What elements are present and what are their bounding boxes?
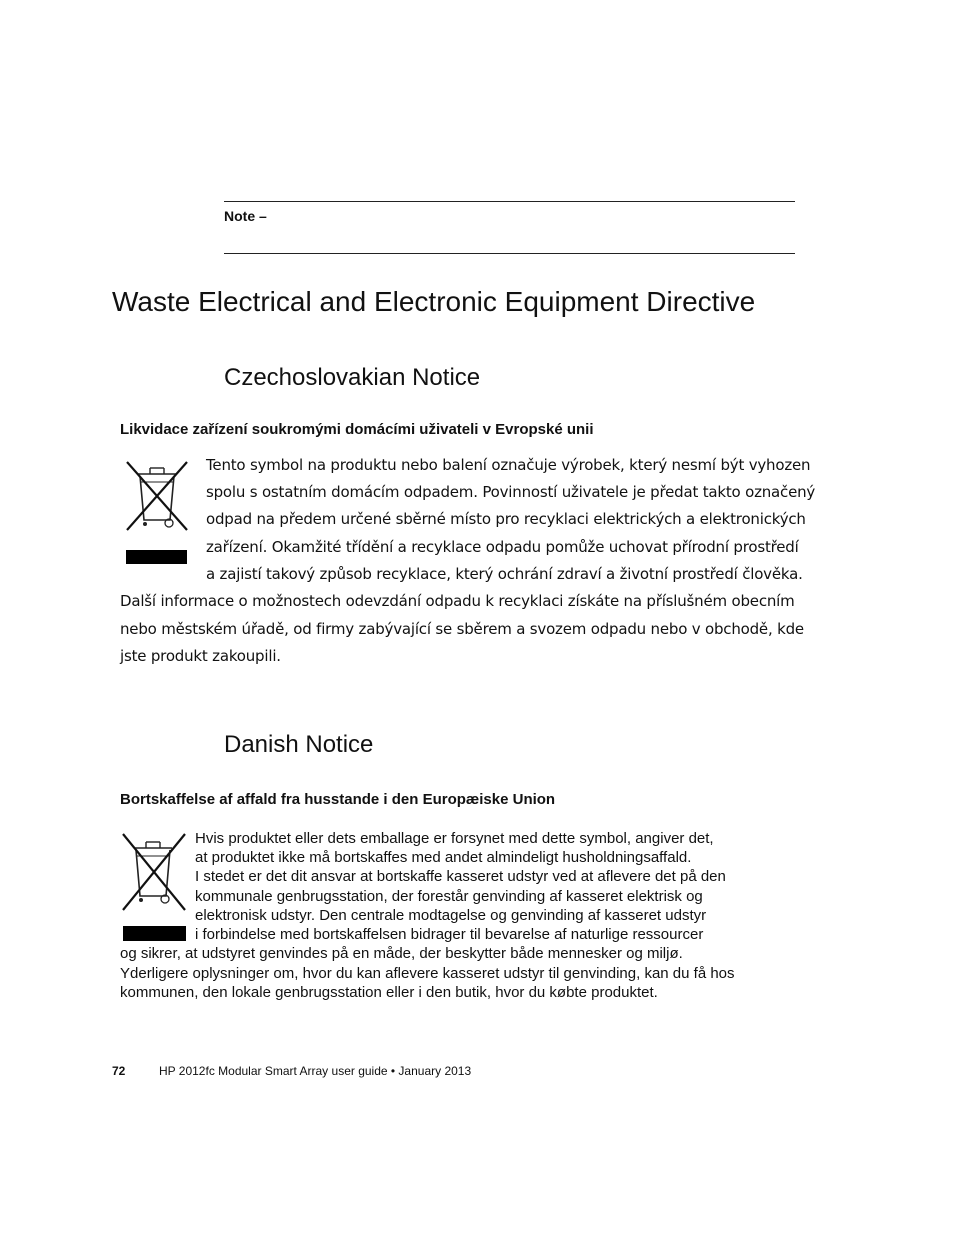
- czech-line: odpad na předem určené sběrné místo pro recyklaci elektrických a elektronických: [206, 510, 806, 528]
- czech-subheading: Likvidace zařízení soukromými domácími uživateli v Evropské unii: [120, 421, 594, 438]
- danish-line: kommunen, den lokale genbrugsstation eller i den butik, hvor du købte produktet.: [120, 984, 658, 1001]
- czech-line: a zajistí takový způsob recyklace, který ochrání zdraví a životní prostředí člověka.: [206, 565, 803, 583]
- danish-line: I stedet er det dit ansvar at bortskaffe kasseret udstyr ved at aflevere det på den: [195, 868, 726, 885]
- note-top-rule: [224, 201, 795, 202]
- danish-heading: Danish Notice: [224, 731, 374, 758]
- note-bottom-rule: [224, 253, 795, 254]
- danish-line: Yderligere oplysninger om, hvor du kan aflevere kasseret udstyr til genvinding, kan du få hos: [120, 965, 735, 982]
- crossed-out-wheelie-bin-icon: [124, 458, 190, 568]
- danish-line: i forbindelse med bortskaffelsen bidrager til bevarelse af naturlige ressourcer: [195, 926, 704, 943]
- danish-subheading: Bortskaffelse af affald fra husstande i den Europæiske Union: [120, 791, 556, 808]
- danish-line: elektronisk udstyr. Den centrale modtagelse og genvinding af kasseret udstyr: [195, 907, 707, 924]
- danish-line: og sikrer, at udstyret genvindes på en måde, der beskytter både mennesker og miljø.: [120, 945, 683, 962]
- crossed-out-wheelie-bin-icon: [120, 830, 188, 944]
- danish-line: kommunale genbrugsstation, der forestår genvinding af kasseret elektrisk og: [195, 888, 703, 905]
- czech-line: Další informace o možnostech odevzdání odpadu k recyklaci získáte na příslušném obecním: [120, 592, 795, 610]
- note-label: Note –: [224, 208, 267, 224]
- footer-text: HP 2012fc Modular Smart Array user guide • January 2013: [159, 1064, 472, 1078]
- czech-heading: Czechoslovakian Notice: [224, 364, 481, 391]
- czech-line: spolu s ostatním domácím odpadem. Povinností uživatele je předat takto označený: [206, 483, 816, 501]
- czech-line: Tento symbol na produktu nebo balení označuje výrobek, který nesmí být vyhozen: [206, 456, 811, 474]
- czech-line: zařízení. Okamžité třídění a recyklace odpadu pomůže uchovat přírodní prostředí: [206, 538, 799, 556]
- danish-line: at produktet ikke må bortskaffes med andet almindeligt husholdningsaffald.: [195, 849, 692, 866]
- page-title: Waste Electrical and Electronic Equipment Directive: [112, 286, 756, 317]
- page-number: 72: [112, 1064, 126, 1078]
- danish-line: Hvis produktet eller dets emballage er forsynet med dette symbol, angiver det,: [195, 830, 714, 847]
- czech-line: jste produkt zakoupili.: [120, 647, 281, 665]
- czech-line: nebo městském úřadě, od firmy zabývající se sběrem a svozem odpadu nebo v obchodě, kde: [120, 620, 804, 638]
